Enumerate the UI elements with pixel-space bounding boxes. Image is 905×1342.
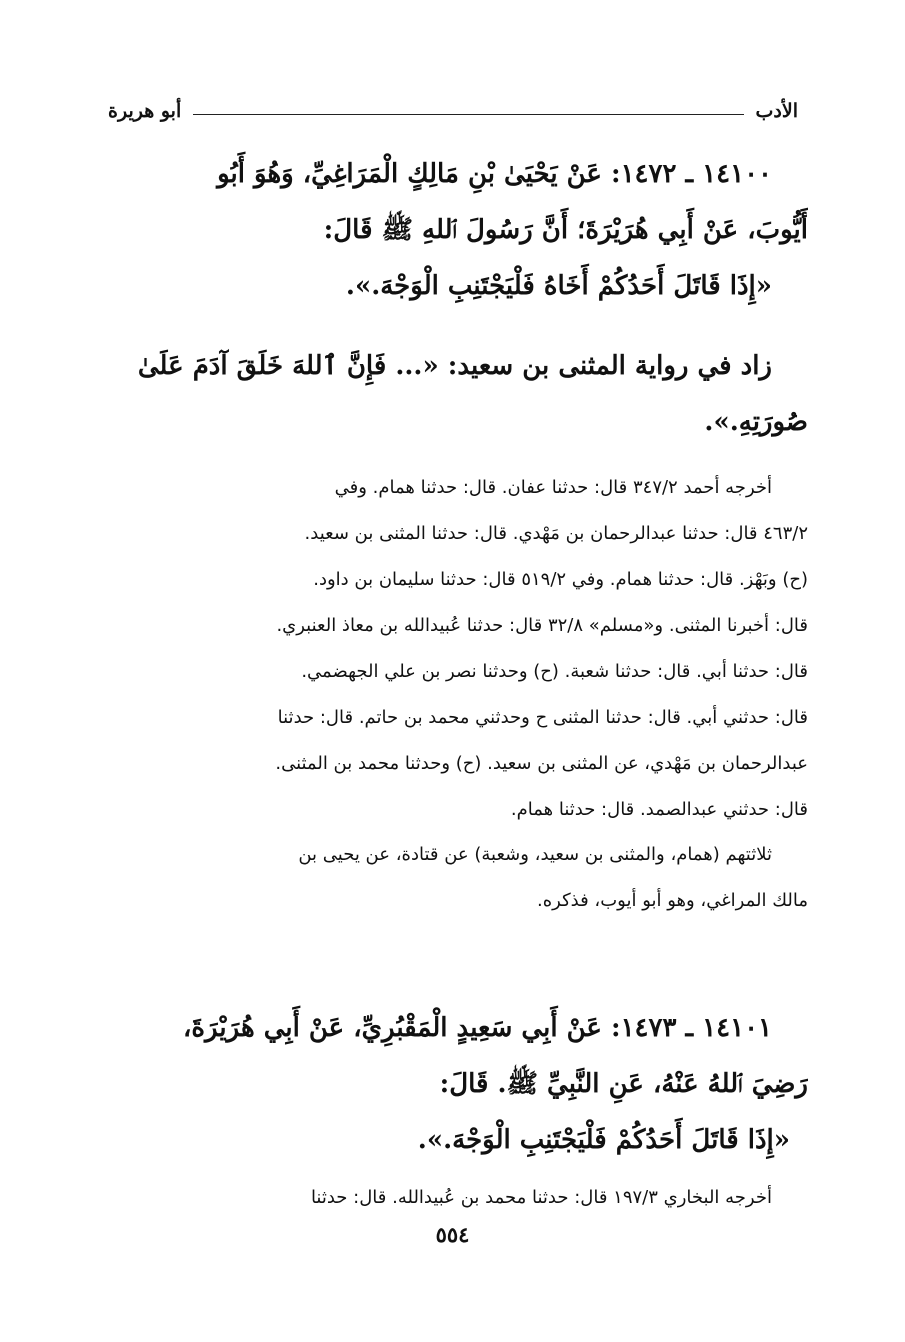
takhrij-1473 (108, 1175, 808, 1221)
takhrij-line: أخرجه أحمد ٣٤٧/٢ قال: حدثنا عفان. قال: حدثنا همام. وفي (334, 477, 772, 498)
hadith-text-1472 (108, 146, 808, 314)
summary-line: مالك المراغي، وهو أبو أيوب، فذكره. (536, 890, 808, 911)
takhrij-line: ٤٦٣/٢ قال: حدثنا عبدالرحمان بن مَهْدي. قال: حدثنا المثنى بن سعيد. (304, 523, 808, 544)
isnad-summary-1472 (108, 832, 808, 924)
takhrij-line: قال: أخبرنا المثنى. و«مسلم» ٣٢/٨ قال: حدثنا عُبيدالله بن معاذ العنبري. (276, 615, 808, 636)
page-number: ٥٥٤ (435, 1222, 470, 1247)
addition-line: صُورَتِهِ.». (704, 407, 808, 437)
takhrij-line: أخرجه البخاري ١٩٧/٣ قال: حدثنا محمد بن عُبيدالله. قال: حدثنا (310, 1187, 772, 1208)
takhrij-line: قال: حدثني أبي. قال: حدثنا المثنى ح وحدثني محمد بن حاتم. قال: حدثنا (277, 707, 808, 728)
hadith-line: ١٤١٠٠ ـ ١٤٧٢: عَنْ يَحْيَىٰ بْنِ مَالِكٍ الْمَرَاغِيِّ، وَهُوَ أَبُو (217, 159, 772, 189)
takhrij-line: قال: حدثني عبدالصمد. قال: حدثنا همام. (510, 799, 808, 820)
header-rule (193, 114, 743, 115)
hadith-line: رَضِيَ ٱللهُ عَنْهُ، عَنِ النَّبِيِّ ﷺ. قَالَ: (439, 1069, 808, 1099)
hadith-addition-1472 (108, 338, 808, 450)
chapter-title: الأدب (755, 100, 798, 122)
addition-line: زاد في رواية المثنى بن سعيد: «... فَإِنَّ ٱللهَ خَلَقَ آدَمَ عَلَىٰ (137, 351, 772, 381)
hadith-text-1473 (108, 1000, 808, 1168)
takhrij-line: (ح) وبَهْز. قال: حدثنا همام. وفي ٥١٩/٢ قال: حدثنا سليمان بن داود. (313, 569, 808, 590)
running-head (108, 96, 798, 126)
section-title: أبو هريرة (108, 100, 182, 122)
hadith-line: «إِذَا قَاتَلَ أَحَدُكُمْ أَخَاهُ فَلْيَجْتَنِبِ الْوَجْهَ.». (345, 271, 772, 301)
takhrij-1472 (108, 465, 808, 833)
hadith-line: «إِذَا قَاتَلَ أَحَدُكُمْ فَلْيَجْتَنِبِ الْوَجْهَ.». (417, 1125, 790, 1155)
hadith-line: أَيُّوبَ، عَنْ أَبِي هُرَيْرَةَ؛ أَنَّ رَسُولَ ٱللهِ ﷺ قَالَ: (323, 215, 808, 245)
takhrij-line: قال: حدثنا أبي. قال: حدثنا شعبة. (ح) وحدثنا نصر بن علي الجهضمي. (301, 661, 808, 682)
hadith-line: ١٤١٠١ ـ ١٤٧٣: عَنْ أَبِي سَعِيدٍ الْمَقْبُرِيِّ، عَنْ أَبِي هُرَيْرَةَ، (183, 1013, 772, 1043)
summary-line: ثلاثتهم (همام، والمثنى بن سعيد، وشعبة) عن قتادة، عن يحيى بن (298, 844, 772, 865)
takhrij-line: عبدالرحمان بن مَهْدي، عن المثنى بن سعيد. (ح) وحدثنا محمد بن المثنى. (275, 753, 808, 774)
